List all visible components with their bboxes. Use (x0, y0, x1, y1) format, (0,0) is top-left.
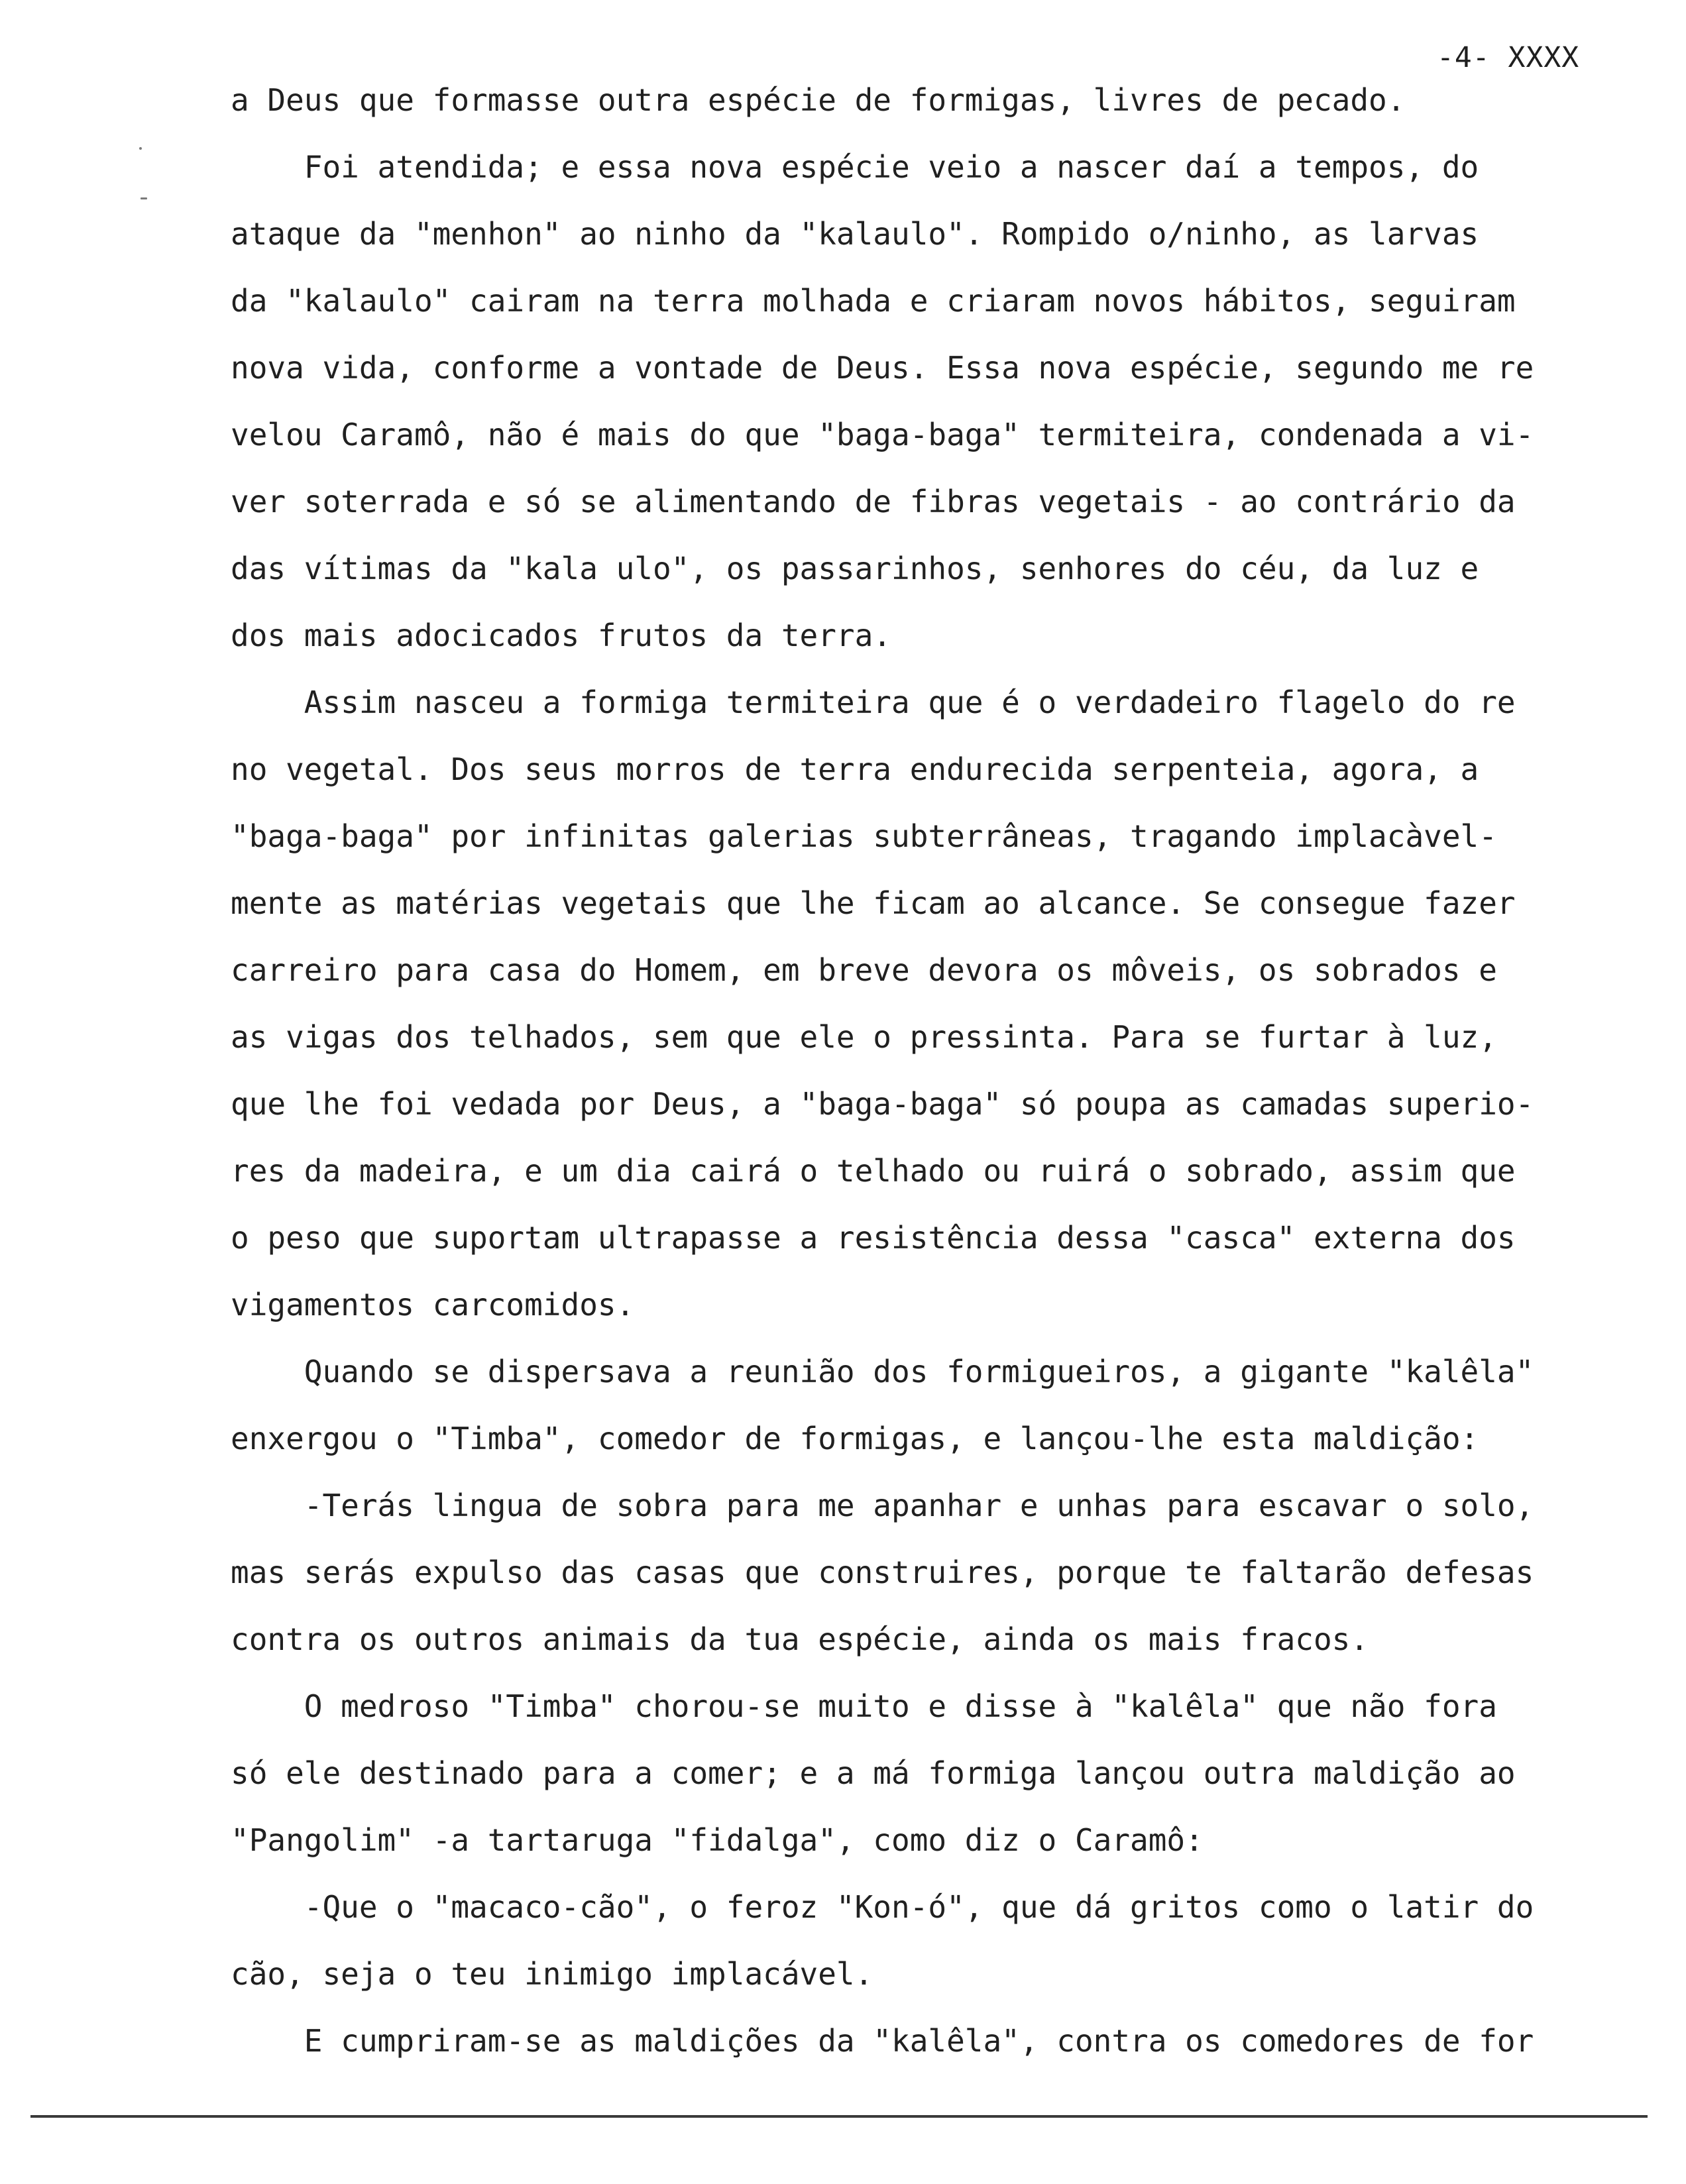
text-line: no vegetal. Dos seus morros de terra endurecida serpenteia, agora, a (231, 751, 1479, 787)
text-line: "baga-baga" por infinitas galerias subterrâneas, tragando implacàvel- (231, 818, 1497, 854)
text-line: que lhe foi vedada por Deus, a "baga-baga" só poupa as camadas superio- (231, 1086, 1534, 1122)
text-line: Quando se dispersava a reunião dos formigueiros, a gigante "kalêla" (231, 1354, 1534, 1390)
text-line: -Que o "macaco-cão", o feroz "Kon-ó", que dá gritos como o latir do (231, 1889, 1534, 1925)
text-line: ataque da "menhon" ao ninho da "kalaulo". Rompido o/ninho, as larvas (231, 216, 1479, 252)
text-line: vigamentos carcomidos. (231, 1287, 635, 1323)
text-line: ver soterrada e só se alimentando de fibras vegetais - ao contrário da (231, 484, 1516, 519)
margin-speck (140, 197, 147, 199)
text-line: Foi atendida; e essa nova espécie veio a nascer daí a tempos, do (231, 149, 1479, 185)
text-line: enxergou o "Timba", comedor de formigas, e lançou-lhe esta maldição: (231, 1421, 1479, 1456)
text-line: mas serás expulso das casas que construires, porque te faltarão defesas (231, 1555, 1534, 1590)
text-line: mente as matérias vegetais que lhe ficam ao alcance. Se consegue fazer (231, 885, 1516, 921)
text-line: O medroso "Timba" chorou-se muito e disse à "kalêla" que não fora (231, 1688, 1497, 1724)
bottom-rule (30, 2115, 1648, 2118)
text-line: cão, seja o teu inimigo implacável. (231, 1956, 873, 1992)
text-line: "Pangolim" -a tartaruga "fidalga", como diz o Caramô: (231, 1822, 1204, 1858)
text-line: Assim nasceu a formiga termiteira que é o verdadeiro flagelo do re (231, 684, 1516, 720)
text-line: das vítimas da "kala ulo", os passarinhos, senhores do céu, da luz e (231, 551, 1479, 586)
text-line: a Deus que formasse outra espécie de formigas, livres de pecado. (231, 82, 1406, 118)
text-line: as vigas dos telhados, sem que ele o pressinta. Para se furtar à luz, (231, 1019, 1497, 1055)
text-line: -Terás lingua de sobra para me apanhar e unhas para escavar o solo, (231, 1488, 1534, 1523)
margin-speck (139, 147, 142, 150)
body-text (231, 67, 1662, 2075)
text-line: res da madeira, e um dia cairá o telhado ou ruirá o sobrado, assim que (231, 1153, 1516, 1189)
text-line: o peso que suportam ultrapasse a resistência dessa "casca" externa dos (231, 1220, 1516, 1256)
text-line: contra os outros animais da tua espécie, ainda os mais fracos. (231, 1621, 1369, 1657)
text-line: E cumpriram-se as maldições da "kalêla", contra os comedores de for (231, 2023, 1534, 2059)
text-line: velou Caramô, não é mais do que "baga-baga" termiteira, condenada a vi- (231, 417, 1534, 453)
text-line: só ele destinado para a comer; e a má formiga lançou outra maldição ao (231, 1755, 1516, 1791)
text-line: carreiro para casa do Homem, em breve devora os môveis, os sobrados e (231, 952, 1497, 988)
page-number: -4- XXXX (1437, 41, 1580, 74)
text-line: dos mais adocicados frutos da terra. (231, 618, 891, 653)
text-line: nova vida, conforme a vontade de Deus. Essa nova espécie, segundo me re (231, 350, 1534, 386)
text-line: da "kalaulo" cairam na terra molhada e criaram novos hábitos, seguiram (231, 283, 1516, 319)
